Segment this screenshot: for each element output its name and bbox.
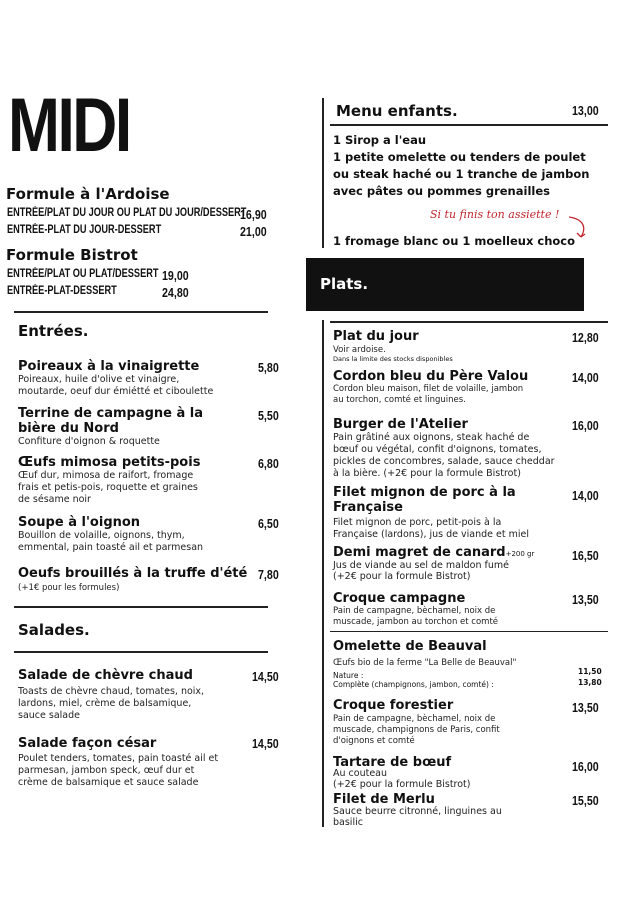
- menu-item-price: 14,50: [252, 736, 279, 751]
- menu-enfants-line: avec pâtes ou pommes grenailles: [333, 184, 550, 198]
- menu-item-desc: Bouillon de volaille, oignons, thym, emmental, pain toasté ail et parmesan: [18, 530, 204, 553]
- menu-item-name: Burger de l'Atelier: [333, 417, 468, 432]
- menu-item-desc: Voir ardoise.: [333, 345, 386, 355]
- omelette-option-label: Nature :: [333, 671, 364, 680]
- menu-item-name: Terrine de campagne à la bière du Nord: [18, 406, 204, 436]
- menu-item-name: Omelette de Beauval: [333, 639, 487, 654]
- menu-item-name: Soupe à l'oignon: [18, 515, 141, 530]
- handwritten-note: Si tu finis ton assiette !: [430, 208, 560, 221]
- salades-heading: Salades.: [18, 621, 90, 639]
- formule-price: 21,00: [240, 224, 267, 239]
- menu-item-price: 16,00: [572, 418, 599, 433]
- menu-item-desc: Poulet tenders, tomates, pain toasté ail et parmesan, jambon speck, œuf dur et crème de balsamique et sauce salade: [18, 753, 219, 788]
- menu-item-price: 5,50: [258, 408, 279, 423]
- menu-item-price: 6,50: [258, 516, 279, 531]
- divider: [14, 651, 268, 653]
- omelette-option-label: Complète (champignons, jambon, comté) :: [333, 680, 494, 689]
- menu-enfants-price: 13,00: [572, 103, 599, 118]
- menu-item-desc: Sauce beurre citronné, linguines au basilic: [333, 806, 502, 828]
- menu-item-price: 12,80: [572, 330, 599, 345]
- formule-bistrot-heading: Formule Bistrot: [6, 246, 138, 264]
- menu-item-desc: (+1€ pour les formules): [18, 583, 120, 593]
- menu-item-desc: Œuf dur, mimosa de raifort, fromage frais et petis-pois, roquette et graines de sésame noir: [18, 470, 198, 505]
- menu-item-desc: Filet mignon de porc, petit-pois à la Française (lardons), jus de viande et miel: [333, 517, 529, 540]
- formule-line: ENTRÉE-PLAT-DESSERT: [7, 285, 117, 297]
- menu-item-name: Plat du jour: [333, 329, 419, 344]
- menu-item-desc: Poireaux, huile d'olive et vinaigre, moutarde, oeuf dur émiétté et ciboulette: [18, 374, 214, 397]
- menu-item-name: Oeufs brouillés à la truffe d'été: [18, 566, 248, 581]
- entrees-heading: Entrées.: [18, 322, 89, 340]
- menu-item-name: Croque campagne: [333, 591, 466, 606]
- menu-page: [0, 82, 640, 827]
- formule-line: ENTRÉE/PLAT OU PLAT/DESSERT: [7, 268, 159, 280]
- menu-enfants-line: ou steak haché ou 1 tranche de jambon: [333, 167, 590, 181]
- menu-enfants-line: 1 fromage blanc ou 1 moelleux choco: [333, 234, 575, 248]
- menu-item-price: 14,00: [572, 488, 599, 503]
- divider: [330, 631, 608, 632]
- menu-item-desc: Pain de campagne, bèchamel, noix de muscade, jambon au torchon et comté: [333, 606, 499, 627]
- menu-item-name: Œufs mimosa petits-pois: [18, 455, 201, 470]
- plats-heading: Plats.: [320, 275, 369, 293]
- menu-item-price: 16,00: [572, 759, 599, 774]
- formule-line: ENTRÉE-PLAT DU JOUR-DESSERT: [7, 224, 162, 236]
- menu-item-price: 15,50: [572, 793, 599, 808]
- menu-item-desc: Cordon bleu maison, filet de volaille, jambon au torchon, comté et linguines.: [333, 384, 524, 405]
- menu-item-price: 16,50: [572, 548, 599, 563]
- divider: [14, 606, 268, 608]
- omelette-option-price: 13,80: [578, 678, 602, 687]
- menu-item-price: 13,50: [572, 700, 599, 715]
- menu-item-name: Salade de chèvre chaud: [18, 668, 193, 683]
- vertical-divider: [322, 98, 324, 248]
- formule-price: 19,00: [162, 268, 189, 283]
- menu-item-price: 13,50: [572, 592, 599, 607]
- menu-item-name: Croque forestier: [333, 698, 454, 713]
- menu-item-desc: Œufs bio de la ferme "La Belle de Beauval": [333, 658, 517, 668]
- menu-item-name-suffix: +200 gr: [505, 550, 535, 558]
- menu-enfants-line: 1 petite omelette ou tenders de poulet: [333, 150, 586, 164]
- formule-price: 24,80: [162, 285, 189, 300]
- formule-ardoise-heading: Formule à l'Ardoise: [6, 185, 170, 203]
- menu-item-desc: Confiture d'oignon & roquette: [18, 436, 160, 447]
- menu-item-desc: Toasts de chèvre chaud, tomates, noix, lardons, miel, crème de balsamique, sauce salade: [18, 686, 205, 721]
- menu-item-price: 14,00: [572, 370, 599, 385]
- menu-item-name: Filet de Merlu: [333, 792, 435, 807]
- menu-item-price: 7,80: [258, 567, 279, 582]
- menu-item-desc: Pain de campagne, bèchamel, noix de muscade, champignons de Paris, confit d'oignons et comté: [333, 714, 500, 746]
- menu-item-desc: Pain grâtiné aux oignons, steak haché de bœuf ou végétal, confit d'oignons, tomates, pickles de concombres, salade, sauce cheddar à la bière. (+2€ pour la formule Bistrot): [333, 432, 555, 479]
- menu-item-note: Dans la limite des stocks disponibles: [333, 355, 453, 363]
- menu-item-price: 6,80: [258, 456, 279, 471]
- divider: [14, 311, 268, 313]
- menu-item-desc: Au couteau (+2€ pour la formule Bistrot): [333, 768, 471, 790]
- menu-item-name-text: Demi magret de canard: [333, 545, 506, 560]
- vertical-divider: [322, 320, 324, 827]
- menu-item-name: Tartare de bœuf: [333, 755, 452, 770]
- formule-line: ENTRÉE/PLAT DU JOUR OU PLAT DU JOUR/DESSERT: [7, 207, 247, 219]
- menu-item-desc: Jus de viande au sel de maldon fumé (+2€ pour la formule Bistrot): [333, 560, 509, 582]
- menu-item-name: Salade façon césar: [18, 736, 157, 751]
- menu-item-price: 5,80: [258, 360, 279, 375]
- omelette-option-price: 11,50: [578, 667, 602, 676]
- divider: [330, 124, 608, 126]
- menu-item-name: Poireaux à la vinaigrette: [18, 359, 200, 374]
- page-title: MIDI: [8, 83, 130, 168]
- menu-enfants-line: 1 Sirop a l'eau: [333, 133, 427, 147]
- divider: [330, 321, 608, 323]
- menu-item-name: Cordon bleu du Père Valou: [333, 369, 529, 384]
- menu-item-name: Filet mignon de porc à la Française: [333, 485, 516, 515]
- formule-price: 16,90: [240, 207, 267, 222]
- menu-enfants-heading: Menu enfants.: [336, 102, 458, 120]
- menu-item-price: 14,50: [252, 669, 279, 684]
